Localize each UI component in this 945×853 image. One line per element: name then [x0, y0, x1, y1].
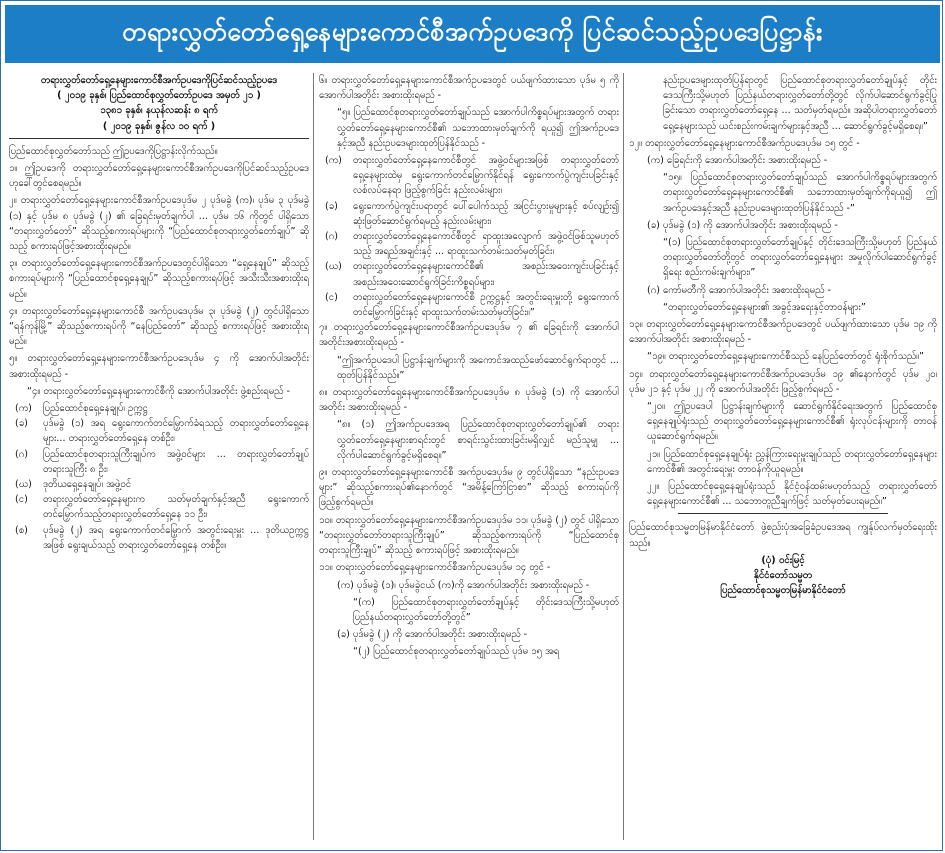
item-key: (ဃ) — [15, 479, 32, 491]
list-item — [319, 199, 619, 229]
section-20-quote: “၂၀။ ဤဥပဒေပါ ပြဋ္ဌာန်းချက်များကို ဆောင်ရွက်နိုင်ရေးအတွက် ပြည်ထောင်စုရှေ့နေချုပ်ရုံးသည် တရားလွှတ်တော်ရှေ့နေများကောင်စီ၏ ရုံးလုပ်ငန်းများကို တာဝန်ယူဆောင်ရွက်ရမည်။ — [647, 401, 937, 443]
header-rule — [9, 138, 309, 139]
column-divider — [313, 73, 314, 840]
section-6-quote: “၅။ ပြည်ထောင်စုတရားလွှတ်တော်ချုပ်သည် အောက်ပါကိစ္စရပ်များအတွက် တရားလွှတ်တော်ရှေ့နေများကောင်စီ၏ သဘောထားမှတ်ချက်ကို ရယူ၍ ဤအက်ဥပဒေနှင့်အညီ နည်းဥပဒေများထုတ်ပြန်နိုင်သည် - — [337, 107, 619, 149]
signatory-org: ပြည်ထောင်စုသမ္မတမြန်မာနိုင်ငံတော် — [720, 585, 846, 597]
section-14: ၁၄။ တရားလွှတ်တော်ရှေ့နေများကောင်စီအက်ဥပဒေပုဒ်မ ၁၉ ၏နောက်တွင် ပုဒ်မ ၂၀၊ ပုဒ်မ ၂၁ နှင့် ပုဒ်မ ၂၂ ကို အောက်ပါအတိုင်း ဖြည့်စွက်ရမည် - — [629, 368, 937, 395]
section-7-quote: “ဤအက်ဥပဒေပါ ပြဋ္ဌာန်းချက်များကို အကောင်အထည်ဖော်ဆောင်ရွက်ရာတွင် ... ထုတ်ပြန်နိုင်သည်။” — [337, 354, 619, 381]
list-item — [319, 153, 619, 199]
section-2: ၂။ တရားလွှတ်တော်ရှေ့နေများကောင်စီအက်ဥပဒေပုဒ်မ ၂ ပုဒ်မခွဲ (က)၊ ပုဒ်မ ၃ ပုဒ်မခွဲ (၁) နှင့် ပုဒ်မ ၈ ပုဒ်မခွဲ (၂) ၏ ခြေရင်းမှတ်ချက်ပါ ... ပုဒ်မ ၁၆ ကိုတွင် ပါရှိသော “တရားလွှတ်တော်” ဆိုသည့်စကားရပ်များကို “ပြည်ထောင်စုတရားလွှတ်တော်ချုပ်” ဆိုသည့် စကားရပ်ဖြင့်အစားထိုးရမည်။ — [9, 195, 309, 253]
item-key: (ခ) — [325, 200, 338, 212]
section-7: ၇။ တရားလွှတ်တော်ရှေ့နေများကောင်စီအက်ဥပဒေပုဒ်မ ၇ ၏ ခြေရင်းကို အောက်ပါအတိုင်းအစားထိုးရမည် - — [319, 322, 619, 349]
item-key: (င) — [15, 494, 28, 506]
item-key: (ခ) — [15, 418, 28, 430]
section-12-b-quote: “(၁) ပြည်ထောင်စုတရားလွှတ်တော်ချုပ်နှင့် တိုင်းဒေသကြီးသို့မဟုတ် ပြည်နယ်တရားလွှတ်တော်တို့တွင် တရားလွှတ်တော်ရှေ့နေများ အမှုလိုက်ပါဆောင်ရွက်ခွင့်ရှိရေး စည်းကမ်းချက်များ၊” — [663, 237, 937, 279]
section-11-b-continued: နည်းဥပဒေများထုတ်ပြန်ရာတွင် ပြည်ထောင်စုတရားလွှတ်တော်ချုပ်နှင့် တိုင်းဒေသကြီးသို့မဟုတ် ပြည်နယ်တရားလွှတ်တော်တို့တွင် လိုက်ပါဆောင်ရွက်ခွင့်ပြုခြင်းသော တရားလွှတ်တော်ရှေ့နေ ... သတ်မှတ်ရမည်။ အဆိုပါတရားလွှတ်တော်ရှေ့နေများသည် ယင်းစည်းကမ်းချက်များနှင့်အညီ ... ဆောင်ရွက်ခွင့်မရှိစေရ။” — [663, 75, 937, 132]
column-divider — [623, 73, 624, 840]
item-text: တရားလွှတ်တော်ရှေ့နေများက သတ်မှတ်ချက်နှင့်အညီ ရွေးကောက်တင်မြှောက်သည့်တရားလွှတ်တော်ရှေ့နေ ၁၁ ဦး၊ — [43, 494, 309, 521]
section-10: ၁၀။ တရားလွှတ်တော်ရှေ့နေများကောင်စီအက်ဥပဒေပုဒ်မ ၁၁၊ ပုဒ်မခွဲ (၂) တွင် ပါရှိသော “တရားလွှတ်တော်တရားသူကြီးချုပ်” ဆိုသည့်စကားရပ်ကို “ပြည်ထောင်စုတရားသူကြီးချုပ်” ဆိုသည့် စကားရပ်ဖြင့် အစားထိုးရမည်။ — [319, 514, 619, 557]
signature-rule — [678, 513, 888, 514]
closing-statement: ပြည်ထောင်စုသမ္မတမြန်မာနိုင်ငံတော် ဖွဲ့စည်းပုံအခြေခံဥပဒေအရ ကျွန်ုပ်လက်မှတ်ရေးထိုးသည်။ — [629, 522, 937, 549]
column-2 — [319, 73, 619, 842]
page-title: တရားလွှတ်တော်ရှေ့နေများကောင်စီအက်ဥပဒေကို ပြင်ဆင်သည့်ဥပဒေပြဋ္ဌာန်း — [122, 16, 823, 46]
list-item — [9, 477, 309, 492]
enactment-intro: ပြည်ထောင်စုလွှတ်တော်သည် ဤဥပဒေကိုပြဋ္ဌာန်းလိုက်သည်။ — [9, 145, 218, 157]
item-text: ရွေးကောက်ပွဲကျင်းပရာတွင် ပေါ်ပေါက်သည့် အငြင်းပွားမှုများနှင့် စပ်လျဉ်း၍ ဆုံးဖြတ်ဆောင်ရွက်ရမည့် နည်းလမ်းများ၊ — [353, 200, 619, 227]
section-5-quote: “၄။ တရားလွှတ်တော်ရှေ့နေများကောင်စီကို အောက်ပါအတိုင်း ဖွဲ့စည်းရမည် - — [27, 385, 290, 397]
list-item — [319, 229, 619, 259]
section-11-a: (က) ပုဒ်မခွဲ (၁)၊ ပုဒ်မခွဲငယ် (က)ကို အောက်ပါအတိုင်း အစားထိုးရမည် - — [337, 579, 590, 591]
list-item — [9, 416, 309, 446]
column-1 — [9, 73, 309, 842]
section-4: ၄။ တရားလွှတ်တော်ရှေ့နေများကောင်စီ အက်ဥပဒေပုဒ်မ ၃၊ ပုဒ်မခွဲ (၂) တွင်ပါရှိသော “ရန်ကုန်မြို့” ဆိုသည့်စကားရပ်ကို “နေပြည်တော်” ဆိုသည့် စကားရပ်ဖြင့် အစားထိုးရမည်။ — [9, 305, 309, 348]
page-title-banner — [5, 5, 940, 63]
section-22-quote: ၂၂။ ပြည်ထောင်စုရှေ့နေချုပ်ရုံးသည် နိုင်ငံ့ဝန်ထမ်းမဟုတ်သည့် တရားလွှတ်တော်ရှေ့နေများကောင်စီ၏ ... သဘောတူညီချက်ဖြင့် သတ်မှတ်ပေးရမည်။” — [647, 481, 937, 508]
list-item — [9, 492, 309, 522]
law-date-myanmar: ၁၃၈၁ ခုနှစ်၊ နယုန်လဆန်း ၈ ရက် — [100, 105, 218, 117]
law-date-gregorian: ( ၂၀၁၉ ခုနှစ်၊ ဇွန်လ ၁၀ ရက် ) — [102, 120, 216, 132]
section-21-quote: ၂၁။ ပြည်ထောင်စုရှေ့နေချုပ်ရုံး ညွှန်ကြားရေးမှူးချုပ်သည် တရားလွှတ်တော်ရှေ့နေများကောင်စီ၏ အတွင်းရေးမှူး တာဝန်ကိုယူရမည်။ — [647, 448, 937, 475]
section-12-a-quote: “၁၅။ ပြည်ထောင်စုတရားလွှတ်တော်ချုပ်သည် အောက်ပါကိစ္စရပ်များအတွက် တရားလွှတ်တော်ရှေ့နေများကောင်စီ၏ သဘောထားမှတ်ချက်ကိုရယူ၍ ဤအက်ဥပဒေနှင့်အညီ နည်းဥပဒေများထုတ်ပြန်နိုင်သည် -” — [663, 172, 937, 214]
item-key: (ဂ) — [325, 231, 338, 243]
section-11-a-quote: “(က) ပြည်ထောင်စုတရားလွှတ်တော်ချုပ်နှင့် တိုင်းဒေသကြီးသို့မဟုတ် ပြည်နယ်တရားလွှတ်တော်တို့တွင်” — [353, 596, 619, 623]
signatory-name: (ပုံ) ဝင်းမြင့် — [761, 554, 805, 566]
list-item — [9, 447, 309, 477]
section-12: ၁၂။ တရားလွှတ်တော်ရှေ့နေများကောင်စီအက်ဥပဒေပုဒ်မ ၁၅ တွင် - — [629, 137, 860, 149]
section-3: ၃။ တရားလွှတ်တော်ရှေ့နေများကောင်စီအက်ဥပဒေတွင်ပါရှိသော “ရှေ့နေချုပ်” ဆိုသည့် စကားရပ်များကို “ပြည်ထောင်စုရှေ့နေချုပ်” ဆိုသည့်စကားရပ်ဖြင့် အသီးသီးအစားထိုးရမည်။ — [9, 258, 309, 300]
list-item — [9, 401, 309, 416]
item-text: တရားလွှတ်တော်ရှေ့နေများကောင်စီ ဥက္ကဋ္ဌနှင့် အတွင်းရေးမှူးတို့ ရွေးကောက်တင်မြှောက်ခြင်းနှင့် ရာထူးသက်တမ်းသတ်မှတ်ခြင်း။” — [353, 291, 619, 319]
section-5: ၅။ တရားလွှတ်တော်ရှေ့နေများကောင်စီအက်ဥပဒေပုဒ်မ ၄ ကို အောက်ပါအတိုင်း အစားထိုးရမည် - — [9, 353, 309, 380]
law-number: ( ၂၀၁၉ ခုနှစ်၊ ပြည်ထောင်စုလွှတ်တော်ဥပဒေ အမှတ် ၂၁ ) — [57, 90, 261, 102]
item-key: (စ) — [15, 524, 28, 536]
section-12-c-quote: “တရားလွှတ်တော်ရှေ့နေများ၏ အခွင့်အရေးနှင့်တာဝန်များ” — [663, 301, 866, 313]
section-12-c: (ဂ) ကော်မတီကို အောက်ပါအတိုင်း အစားထိုးရမည် - — [647, 284, 831, 296]
item-text: ပြည်ထောင်စုတရားသူကြီးချုပ်က အဖွဲ့ဝင်များ ... တရားလွှတ်တော်ချုပ်တရားသူကြီး ၈ ဦး၊ — [43, 448, 309, 475]
section-1: ၁။ ဤဥပဒေကို တရားလွှတ်တော်ရှေ့နေများကောင်စီအက်ဥပဒေကိုပြင်ဆင်သည့်ဥပဒေဟုခေါ်တွင်စေရမည်။ — [9, 163, 309, 190]
section-8: ၈။ တရားလွှတ်တော်ရှေ့နေများကောင်စီအက်ဥပဒေပုဒ်မ ၈ ပုဒ်မခွဲ (၁) ကို အောက်ပါအတိုင်း အစားထိုးရမည် - — [319, 387, 619, 414]
section-11: ၁၁။ တရားလွှတ်တော်ရှေ့နေများကောင်စီအက်ဥပဒေပုဒ်မ ၁၄ တွင် - — [319, 562, 551, 574]
item-key: (ဃ) — [325, 261, 342, 273]
section-12-b: (ခ) ပုဒ်မခွဲ (၁) ကို အောက်ပါအတိုင်း အစားထိုးရမည် - — [647, 219, 838, 231]
list-item — [319, 259, 619, 289]
item-key: (င) — [325, 291, 338, 303]
section-8-quote: “၈။ (၁) ဤအက်ဥပဒေအရ ပြည်ထောင်စုတရားလွှတ်တော်ချုပ်၏ တရားလွှတ်တော်ရှေ့နေများစာရင်းတွင် စာရင်းသွင်းထားခြင်းမရှိလျှင် မည်သူမျှ ... လိုက်ပါဆောင်ရွက်ခွင့်မရှိစေရ။” — [337, 419, 619, 461]
item-text: ဒုတိယရှေ့နေချုပ်၊ အဖွဲ့ဝင် — [43, 479, 132, 491]
law-title: တရားလွှတ်တော်ရှေ့နေများကောင်စီအက်ဥပဒေကိုပြင်ဆင်သည့်ဥပဒေ — [40, 75, 278, 86]
item-text: ပြည်ထောင်စုရှေ့နေချုပ်၊ ဥက္ကဋ္ဌ — [43, 403, 148, 415]
item-key: (က) — [325, 155, 342, 167]
section-9: ၉။ တရားလွှတ်တော်ရှေ့နေများကောင်စီ အက်ဥပဒေပုဒ်မ ၉ တွင်ပါရှိသော “နည်းဥပဒေများ” ဆိုသည့်စကားရပ်၏နောက်တွင် “အမိန့်ကြော်ငြာစာ” ဆိုသည့် စကားရပ်ကို ဖြည့်စွက်ရမည်။ — [319, 467, 619, 509]
column-3 — [629, 73, 937, 842]
list-item — [319, 290, 619, 320]
item-text: တရားလွှတ်တော်ရှေ့နေများကောင်စီ၏ အစည်းအဝေးကျင်းပခြင်းနှင့် အစည်းအဝေးဆောင်ရွက်ခြင်းကိစ္စရပ်များ၊ — [353, 261, 619, 288]
item-key: (က) — [15, 403, 32, 415]
item-text: တရားလွှတ်တော်ရှေ့နေကောင်စီတွင် အဖွဲ့ဝင်များအဖြစ် တရားလွှတ်တော်ရှေ့နေများထဲမှ ရွေးကောက်တင်မြှောက်နိုင်ရန် ရွေးကောက်ပွဲကျင်းပခြင်းနှင့် လစ်လပ်နေရာ ဖြည့်စွက်ခြင်း နည်းလမ်းများ၊ — [353, 155, 619, 197]
section-11-b: (ခ) ပုဒ်မခွဲ (၂) ကို အောက်ပါအတိုင်း အစားထိုးရမည် - — [337, 629, 528, 641]
section-12-a: (က) ခြေရင်းကို အောက်ပါအတိုင်း အစားထိုးရမည် - — [647, 155, 828, 167]
item-key: (ဂ) — [15, 448, 28, 460]
section-6: ၆။ တရားလွှတ်တော်ရှေ့နေများကောင်စီအက်ဥပဒေတွင် ပယ်ဖျက်ထားသော ပုဒ်မ ၅ ကို အောက်ပါအတိုင်း အစားထိုးရမည် - — [319, 75, 619, 102]
item-text: ပုဒ်မခွဲ (၁) အရ ရွေးကောက်တင်မြှောက်ခံရသည့် တရားလွှတ်တော်ရှေ့နေများ... တရားလွှတ်တော်ရှေ့နေ တစ်ဦး၊ — [43, 418, 309, 445]
section-13: ၁၃။ တရားလွှတ်တော်ရှေ့နေများကောင်စီအက်ဥပဒေတွင် ပယ်ဖျက်ထားသော ပုဒ်မ ၁၉ ကို အောက်ပါအတိုင်း အစားထိုးရမည် - — [629, 319, 937, 346]
item-text: ပုဒ်မခွဲ (၂) အရ ရွေးကောက်တင်မြှောက် အတွင်းရေးမှူး ... ဒုတိယဥက္ကဋ္ဌအဖြစ် ရွေးချယ်သည့် တရားလွှတ်တော်ရှေ့နေ တစ်ဦး။ — [43, 524, 309, 551]
signatory-title: နိုင်ငံတော်သမ္မတ — [753, 570, 813, 582]
item-text: တရားလွှတ်တော်ရှေ့နေကောင်စီတွင် ရာထူးအလျောက် အဖွဲ့ဝင်ဖြစ်သူမဟုတ်သည့် အရည်အချင်းနှင့် ... ရာထူးသက်တမ်းသတ်မှတ်ခြင်း၊ — [353, 231, 619, 258]
section-13-quote: “၁၉။ တရားလွှတ်တော်ရှေ့နေများကောင်စီသည် နေပြည်တော်တွင် ရုံးစိုက်သည်။” — [647, 351, 924, 363]
list-item — [9, 523, 309, 553]
section-11-b-quote: “(၂) ပြည်ထောင်စုတရားလွှတ်တော်ချုပ်သည် ပုဒ်မ ၁၅ အရ — [353, 646, 560, 658]
